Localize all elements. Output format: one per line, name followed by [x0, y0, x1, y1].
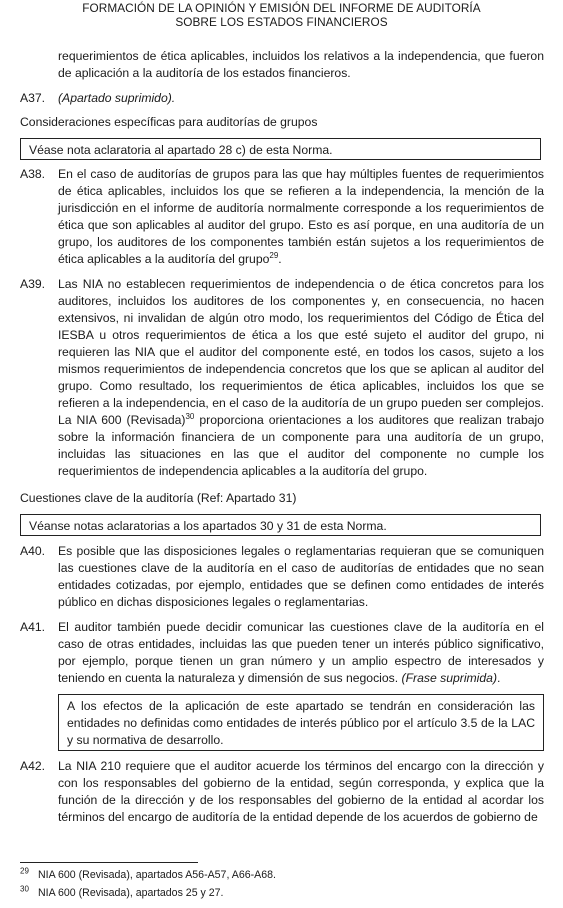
- paragraph-a38: [58, 166, 544, 268]
- note-box-28c: [20, 138, 541, 160]
- footnote-ref-29[interactable]: 29: [269, 250, 279, 260]
- paragraph-a38-end: .: [278, 252, 282, 266]
- paragraph-a42: La NIA 210 requiere que el auditor acuerde los términos del encargo con la dirección y con los responsables del gobierno de la entidad, según corresponda, y explica que la función de la dirección y de los responsables del gobierno de la entidad al acordar los términos del encargo de auditoría de la entidad depende de los acuerdos de gobierno de: [58, 759, 544, 824]
- paragraph-a41-italic: (Frase suprimida): [401, 671, 498, 685]
- header-line-1: FORMACIÓN DE LA OPINIÓN Y EMISIÓN DEL INFORME DE AUDITORÍA: [82, 1, 481, 15]
- note-box-30-31: [20, 514, 541, 536]
- continuation-paragraph: requerimientos de ética aplicables, incluidos los relativos a la independencia, que fueron de aplicación a la auditoría de los estados financieros.: [58, 49, 544, 80]
- paragraph-number-a37: A37.: [20, 91, 46, 105]
- footnote-29: [20, 868, 540, 882]
- footnote-30-number: 30: [20, 884, 29, 894]
- note-box-30-31-text: Véanse notas aclaratorias a los apartados 30 y 31 de esta Norma.: [29, 519, 387, 533]
- paragraph-a38-text: En el caso de auditorías de grupos para las que hay múltiples fuentes de requerimientos de ética aplicables, incluidos los que se refieren a la independencia, la mención de la jurisdicción en el informe de auditoría normalmente corresponde a los requerimientos de ética que son aplicables al auditor del grupo. Esto es así porque, en una auditoría de un grupo, los auditores de los componentes también están sujetos a los requerimientos de ética aplicables a la auditoría del grupo: [58, 167, 544, 266]
- paragraph-a39-text-2: proporciona orientaciones a los auditores que realizan trabajo sobre la información financiera de un componente para una auditoría de un grupo, incluidas las situaciones en las que el auditor del componente no cumple los requerimientos de independencia aplicables a la auditoría del grupo.: [58, 413, 544, 478]
- footnote-29-text: NIA 600 (Revisada), apartados A56-A57, A66-A68.: [38, 869, 276, 881]
- paragraph-a41: [58, 619, 544, 687]
- section-title-cuestiones-clave: Cuestiones clave de la auditoría (Ref: Apartado 31): [20, 491, 297, 505]
- paragraph-number-a41: A41.: [20, 620, 46, 634]
- header-line-2: SOBRE LOS ESTADOS FINANCIEROS: [175, 15, 388, 29]
- footnote-29-number: 29: [20, 866, 29, 876]
- paragraph-number-a39: A39.: [20, 277, 46, 291]
- paragraph-number-a42: A42.: [20, 759, 46, 773]
- paragraph-number-a38: A38.: [20, 167, 46, 181]
- paragraph-a39: [58, 276, 544, 480]
- paragraph-a39-text-1: Las NIA no establecen requerimientos de independencia o de ética concretos para los auditores, incluidos los auditores de los componentes y, en consecuencia, no hacen extensivos, ni invalidan de algún otro modo, los requerimientos del Código de Ética del IESBA u otros requerimientos de ética a los que esté sujeto el auditor del grupo, ni requieren las NIA que el auditor del componente esté, en todos los casos, sujeto a los mismos requerimientos de independencia concretos que los que se aplican al auditor del grupo. Como resultado, los requerimientos de ética aplicables, incluidos los que se refieren a la independencia, en el caso de la auditoría de un grupo pueden ser complejos. La NIA 600 (Revisada): [58, 277, 544, 427]
- page-header: [0, 1, 563, 29]
- note-box-lac-text: A los efectos de la aplicación de este apartado se tendrán en consideración las entidades no definidas como entidades de interés público por el artículo 3.5 de la LAC y su normativa de desarrollo.: [67, 699, 535, 747]
- footnote-30-text: NIA 600 (Revisada), apartados 25 y 27.: [38, 887, 224, 899]
- paragraph-number-a40: A40.: [20, 544, 46, 558]
- note-box-lac: [58, 694, 544, 751]
- paragraph-a41-text: El auditor también puede decidir comunicar las cuestiones clave de la auditoría en el caso de otras entidades, incluidas las que pueden tener un interés público significativo, por ejemplo, porque tienen un gran número y un amplio espectro de interesados y teniendo en cuenta la naturaleza y dimensión de sus negocios.: [58, 620, 544, 685]
- footnote-30: [20, 886, 540, 900]
- footnote-separator: [20, 862, 198, 863]
- paragraph-a41-end: .: [497, 671, 501, 685]
- paragraph-a40: Es posible que las disposiciones legales o reglamentarias requieran que se comuniquen las cuestiones clave de la auditoría en el caso de auditorías de entidades que no sean entidades cotizadas, por ejemplo, entidades que se definen como entidades de interés público en dichas disposiciones legales o reglamentarias.: [58, 544, 544, 609]
- footnote-ref-30[interactable]: 30: [185, 411, 195, 421]
- paragraph-a37: (Apartado suprimido).: [58, 91, 176, 105]
- section-title-grupos: Consideraciones específicas para auditorías de grupos: [20, 115, 318, 129]
- note-box-28c-text: Véase nota aclaratoria al apartado 28 c) de esta Norma.: [29, 143, 333, 157]
